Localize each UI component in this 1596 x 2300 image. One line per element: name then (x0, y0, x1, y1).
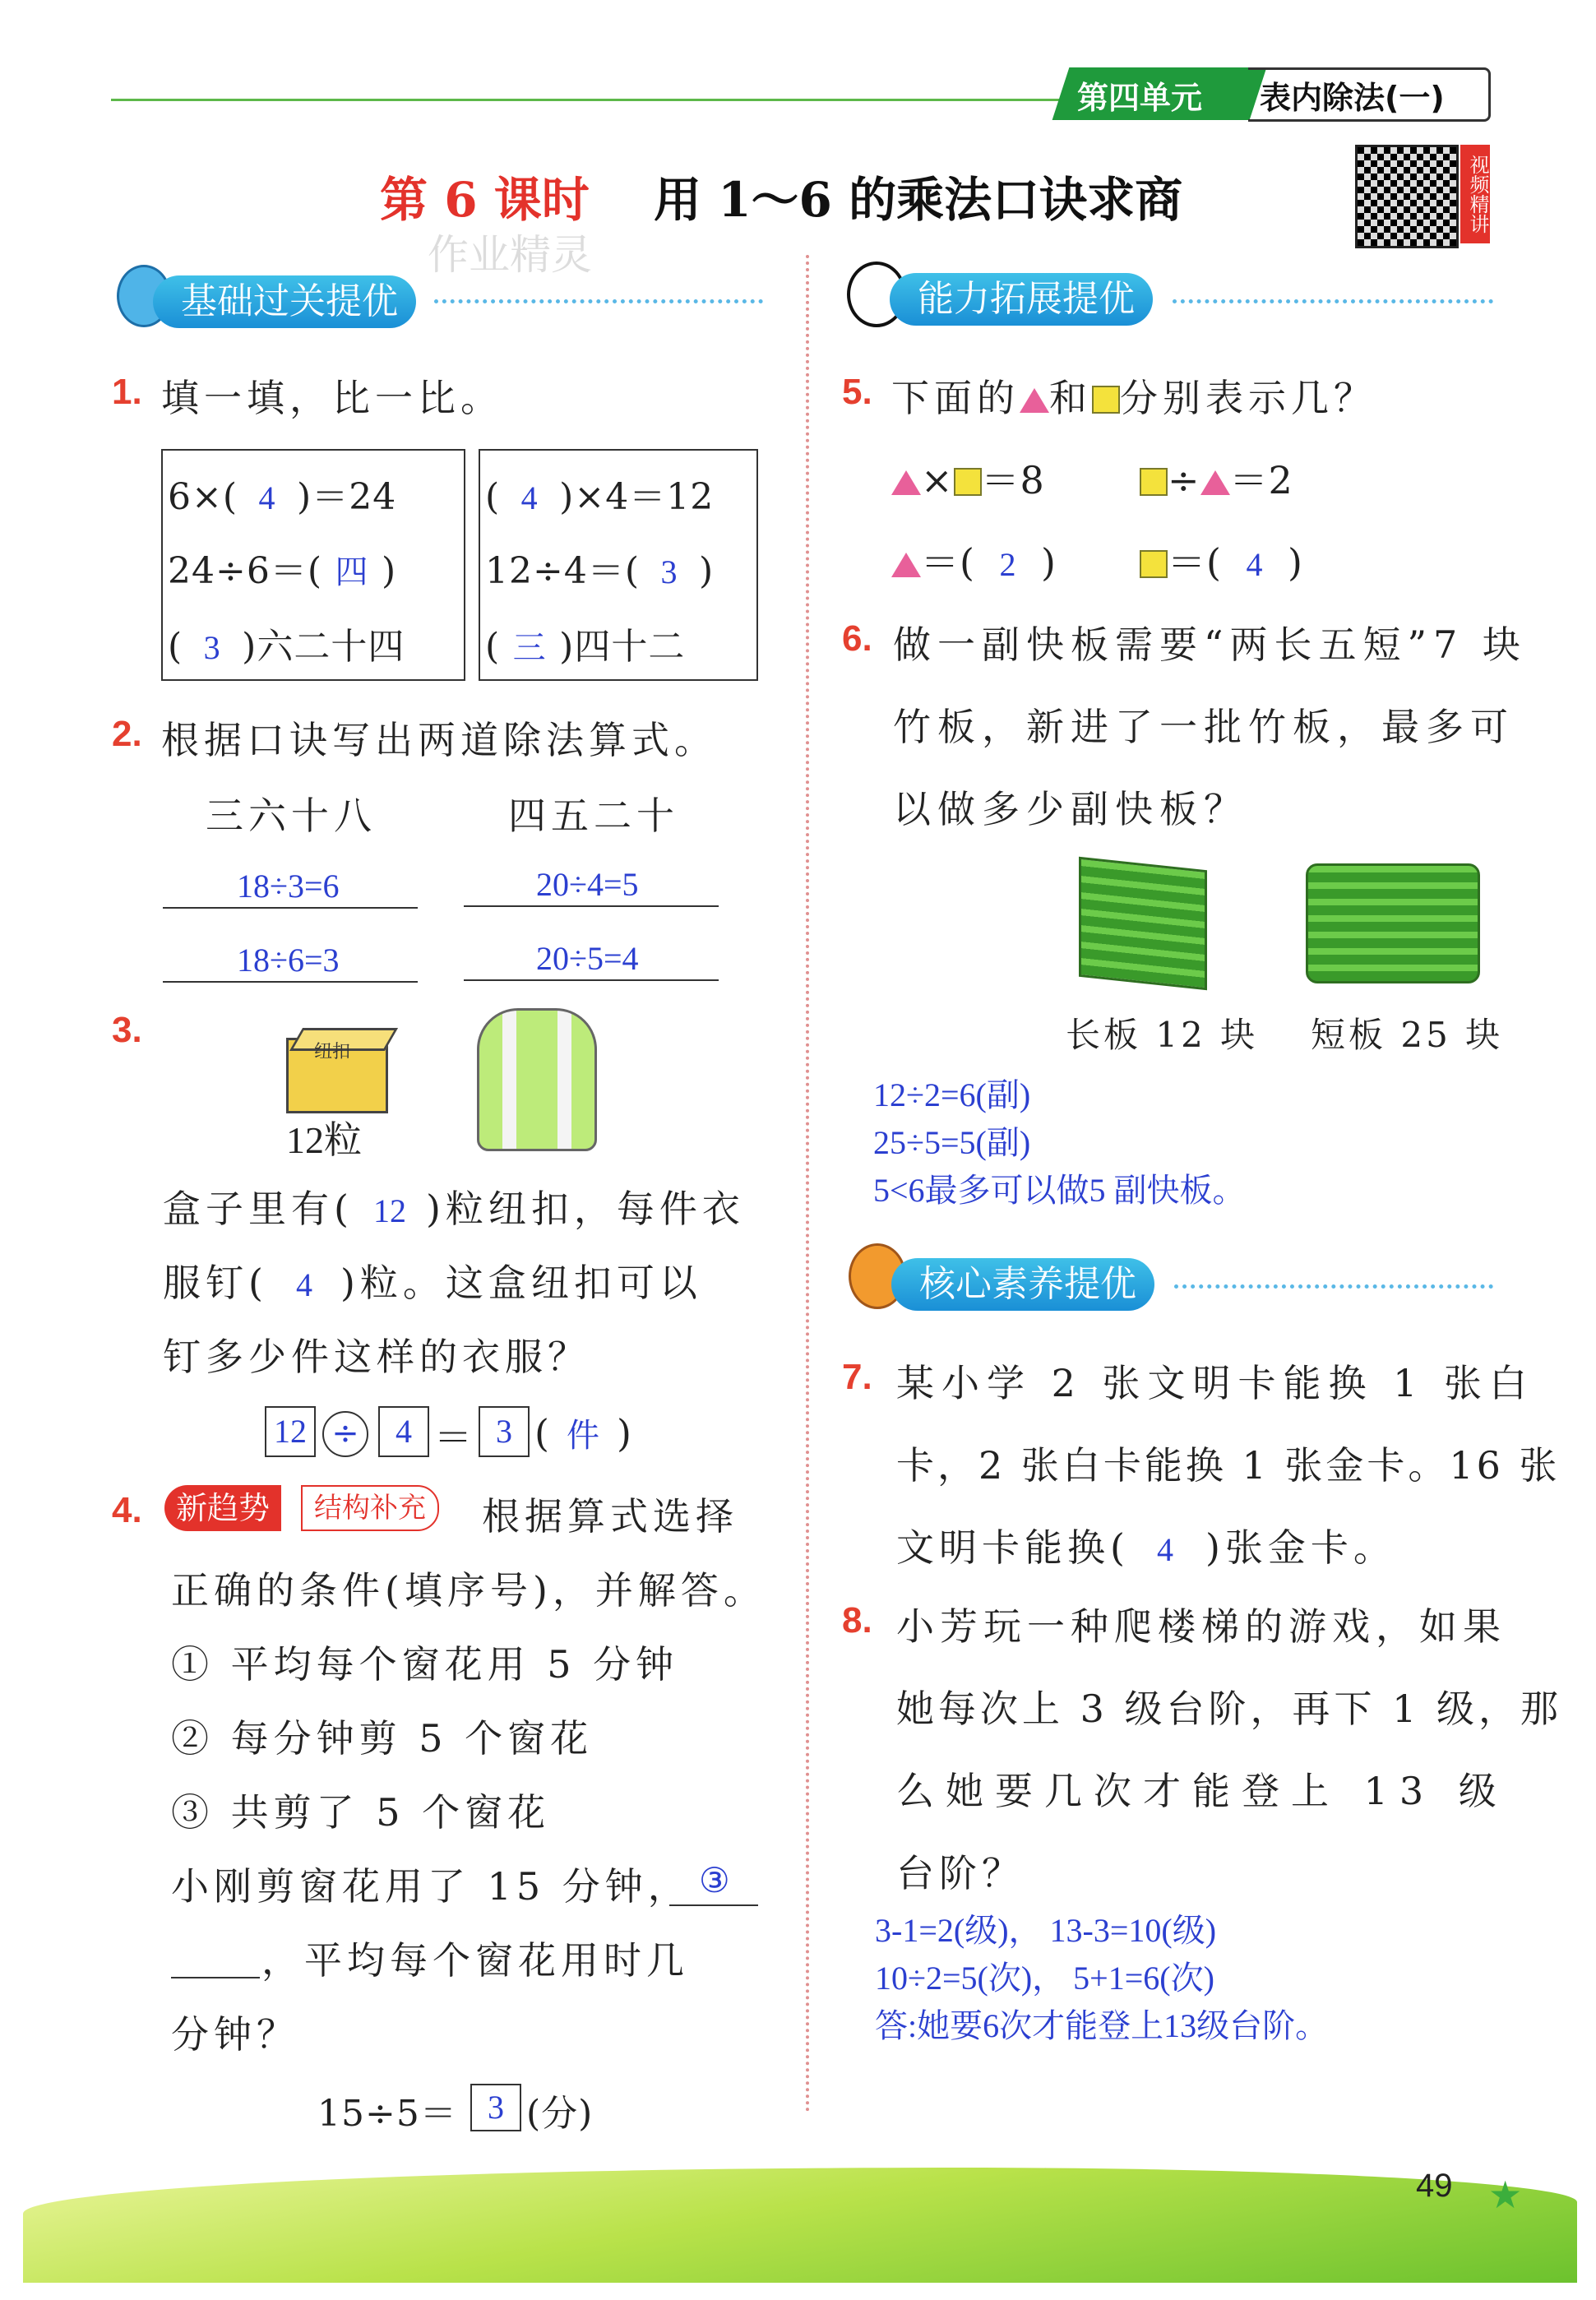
footer-band (23, 2168, 1577, 2283)
q3-eq-box-1: 12 (265, 1406, 316, 1457)
q3-line2-ans: 4 (295, 1266, 312, 1303)
q2-koujue-2: 四五二十 (508, 794, 679, 838)
q3-unit-b: ) (616, 1411, 636, 1455)
q3-eq-box-3: 3 (479, 1406, 530, 1457)
q1-right-r1-b: )×4＝12 (559, 476, 715, 518)
q3-unit-ans: 件 (566, 1417, 604, 1454)
q3-eq-unit (534, 1409, 636, 1456)
q6-line1: 做一副快板需要“两长五短”7 块 (893, 622, 1527, 667)
q1-right-r3-a: ( (485, 626, 501, 668)
q8-number: 8. (842, 1600, 872, 1641)
q5-prompt (891, 368, 1376, 423)
q4-eq-a: 15÷5＝ (317, 2093, 457, 2135)
section-ability-dots (1173, 299, 1493, 303)
page-number: 49 (1416, 2168, 1453, 2204)
q4-line2: 正确的条件(填序号)，并解答。 (171, 1568, 766, 1613)
q3-number: 3. (112, 1010, 142, 1050)
q4-cond3: ③ 共剪了 5 个窗花 (171, 1790, 551, 1835)
qr-code-icon[interactable] (1355, 145, 1459, 248)
q2-koujue-1: 三六十八 (206, 794, 377, 838)
q6-short-label: 短板 25 块 (1311, 1015, 1504, 1055)
qr-label-text: 视频精讲 (1466, 155, 1489, 234)
q8-line4: 台阶？ (896, 1851, 1025, 1895)
q3-line1-a: 盒子里有( (163, 1187, 354, 1231)
q2-number: 2. (112, 714, 142, 754)
watermark-text: 作业精灵 (428, 231, 592, 279)
triangle-icon (1020, 388, 1049, 413)
button-box-label: 纽扣 (314, 1042, 351, 1062)
q5-eq1-b: ＝8 (981, 458, 1045, 502)
q5-eq2 (1140, 451, 1293, 505)
lesson-title: 用 1～6 的乘法口诀求商 (654, 172, 1183, 228)
q3-eq-op (322, 1411, 368, 1457)
q4-tag-new (164, 1485, 281, 1531)
triangle-icon (891, 470, 921, 495)
q8-line3: 么她要几次才能登上 13 级 (896, 1769, 1508, 1813)
square-icon (954, 468, 982, 496)
q1-left-r3-a: ( (168, 626, 183, 668)
section-core-dots (1174, 1284, 1493, 1289)
q4-line-a (669, 1904, 758, 1906)
q2-line-4 (464, 979, 719, 981)
q1-right-r1-a: ( (485, 476, 501, 518)
q7-line3 (896, 1518, 1396, 1572)
q6-answer-1: 12÷2=6(副) (873, 1076, 1031, 1113)
q7-line1: 某小学 2 张文明卡能换 1 张白 (896, 1361, 1535, 1405)
q3-unit-a: ( (534, 1411, 554, 1455)
q5-ans-triangle (891, 533, 1057, 587)
q1-left-r3-ans: 3 (203, 629, 221, 666)
q1-right-r3-b: )四十二 (559, 626, 686, 668)
q1-right-r3-ans: 三 (512, 629, 547, 666)
q5-eq1-op: × (921, 458, 954, 502)
triangle-icon (1200, 470, 1230, 495)
q1-left-r1-b: )＝24 (297, 476, 397, 518)
q4-tag-new-text: 新趋势 (176, 1490, 271, 1526)
q7-line3-a: 文明卡能换( (896, 1525, 1130, 1570)
q5-s-b: ) (1287, 540, 1303, 585)
q1-left-r2-a: 24÷6＝( (168, 550, 323, 592)
square-icon (1140, 550, 1168, 578)
q2-answer-2: 18÷6=3 (237, 942, 340, 979)
triangle-icon (891, 553, 921, 577)
q4-eq-box: 3 (470, 2084, 521, 2131)
q6-answer-2: 25÷5=5(副) (873, 1124, 1031, 1161)
section-core: 核心素养提优 (891, 1258, 1154, 1311)
q2-answer-3: 20÷4=5 (536, 866, 639, 903)
q4-line1: 根据算式选择 (482, 1494, 738, 1539)
q6-long-label: 长板 12 块 (1066, 1015, 1259, 1055)
q3-eq-sign: ＝ (434, 1415, 477, 1460)
section-basic: 基础过关提优 (153, 275, 416, 328)
q7-line2: 卡，2 张白卡能换 1 张金卡。16 张 (896, 1443, 1561, 1488)
q6-answer-3: 5<6最多可以做5 副快板。 (873, 1172, 1246, 1209)
header-rule (111, 99, 1065, 101)
q7-number: 7. (842, 1357, 872, 1397)
q2-line-3 (464, 905, 719, 907)
q1-prompt: 填一填，比一比。 (161, 376, 503, 420)
q2-answer-4: 20÷5=4 (536, 940, 639, 977)
q4-line-b (171, 1977, 260, 1978)
q1-left-r2 (168, 541, 396, 594)
q4-eq-unit: (分) (526, 2093, 594, 2135)
q5-ans-square (1140, 533, 1303, 587)
q8-line2: 她每次上 3 级台阶，再下 1 级，那 (896, 1687, 1563, 1731)
q3-line1 (163, 1179, 745, 1233)
short-boards-icon (1306, 863, 1480, 983)
q1-left-r3 (168, 617, 405, 669)
q2-line-2 (163, 981, 418, 983)
q1-right-r2-a: 12÷4＝( (485, 550, 641, 592)
q5-eq2-op: ÷ (1168, 458, 1200, 502)
q1-left-r1-ans: 4 (258, 479, 276, 516)
q1-left-r1 (168, 467, 396, 520)
q3-line1-ans: 12 (372, 1192, 406, 1229)
q7-line3-b: )张金卡。 (1205, 1525, 1396, 1570)
q1-right-r1-ans: 4 (520, 479, 539, 516)
q4-tag-structure (301, 1485, 439, 1531)
square-icon (1140, 468, 1168, 496)
q6-line3: 以做多少副快板？ (893, 787, 1248, 831)
section-basic-dots (434, 299, 763, 303)
q3-eq-box-2: 4 (378, 1406, 429, 1457)
q8-answer-2: 10÷2=5(次)， 5+1=6(次) (875, 1960, 1214, 1997)
jacket-icon (477, 1008, 597, 1151)
q5-t-a: ＝( (921, 540, 975, 585)
q8-line1: 小芳玩一种爬楼梯的游戏，如果 (896, 1604, 1506, 1649)
q4-line5: 分钟？ (171, 2012, 299, 2057)
q4-cond1: ① 平均每个窗花用 5 分钟 (171, 1642, 679, 1687)
q4-answer: ③ (699, 1863, 730, 1900)
q4-tag-structure-text: 结构补充 (314, 1492, 426, 1525)
q4-cond2: ② 每分钟剪 5 个窗花 (171, 1716, 594, 1761)
q3-count: 12粒 (286, 1119, 362, 1161)
q1-right-r2 (485, 541, 714, 594)
q1-right-r2-ans: 3 (660, 553, 678, 590)
q4-number: 4. (112, 1490, 142, 1530)
q6-line2: 竹板，新进了一批竹板，最多可 (893, 705, 1515, 749)
q5-eq2-b: ＝2 (1229, 458, 1293, 502)
q7-line3-ans: 4 (1156, 1531, 1178, 1568)
q3-eq-op-text: ÷ (331, 1414, 359, 1452)
q4-line3: 小刚剪窗花用了 15 分钟， (171, 1864, 691, 1909)
q1-right-r2-b: ) (699, 550, 715, 592)
q1-left-r2-b: ) (382, 550, 397, 592)
q1-left-r3-b: )六二十四 (242, 626, 405, 668)
q5-prompt-a: 下面的 (891, 376, 1020, 420)
long-boards-icon (1079, 857, 1207, 990)
q2-answer-1: 18÷3=6 (237, 868, 340, 905)
q5-t-ans: 2 (999, 546, 1017, 583)
q3-line3: 钉多少件这样的衣服？ (163, 1335, 590, 1379)
q1-right-r3 (485, 617, 685, 669)
square-icon (1092, 386, 1120, 414)
q5-s-a: ＝( (1168, 540, 1222, 585)
q5-eq1 (891, 451, 1045, 505)
q3-line1-b: )粒纽扣，每件衣 (425, 1187, 745, 1231)
q2-prompt: 根据口诀写出两道除法算式。 (161, 718, 717, 762)
section-ability: 能力拓展提优 (890, 273, 1153, 326)
qr-label (1460, 145, 1490, 243)
header-unit-label: 第四单元 (1077, 80, 1203, 116)
q5-prompt-c: 分别表示几？ (1120, 376, 1376, 420)
q5-t-b: ) (1040, 540, 1057, 585)
q4-line4: ，平均每个窗花用时几 (261, 1938, 689, 1983)
q1-left-r2-ans: 四 (335, 553, 369, 590)
header-topic-label: 表内除法(一) (1260, 80, 1445, 116)
column-divider (806, 255, 809, 2113)
q6-number: 6. (842, 618, 872, 659)
q5-s-ans: 4 (1246, 546, 1264, 583)
q2-line-1 (163, 907, 418, 909)
q1-right-r1 (485, 467, 714, 520)
q5-number: 5. (842, 372, 872, 412)
q8-answer-1: 3-1=2(级)， 13-3=10(级) (875, 1912, 1217, 1949)
lesson-number: 第 6 课时 (380, 172, 590, 228)
q3-line2-a: 服钉( (163, 1261, 268, 1305)
q5-prompt-b: 和 (1049, 376, 1092, 420)
q1-number: 1. (112, 372, 142, 412)
q1-left-r1-a: 6×( (168, 476, 238, 518)
q3-line2-b: )粒。这盒纽扣可以 (340, 1261, 702, 1305)
q8-answer-3: 答:她要6次才能登上13级台阶。 (875, 2007, 1329, 2044)
star-icon: ★ (1488, 2173, 1523, 2217)
q3-line2 (163, 1253, 702, 1307)
